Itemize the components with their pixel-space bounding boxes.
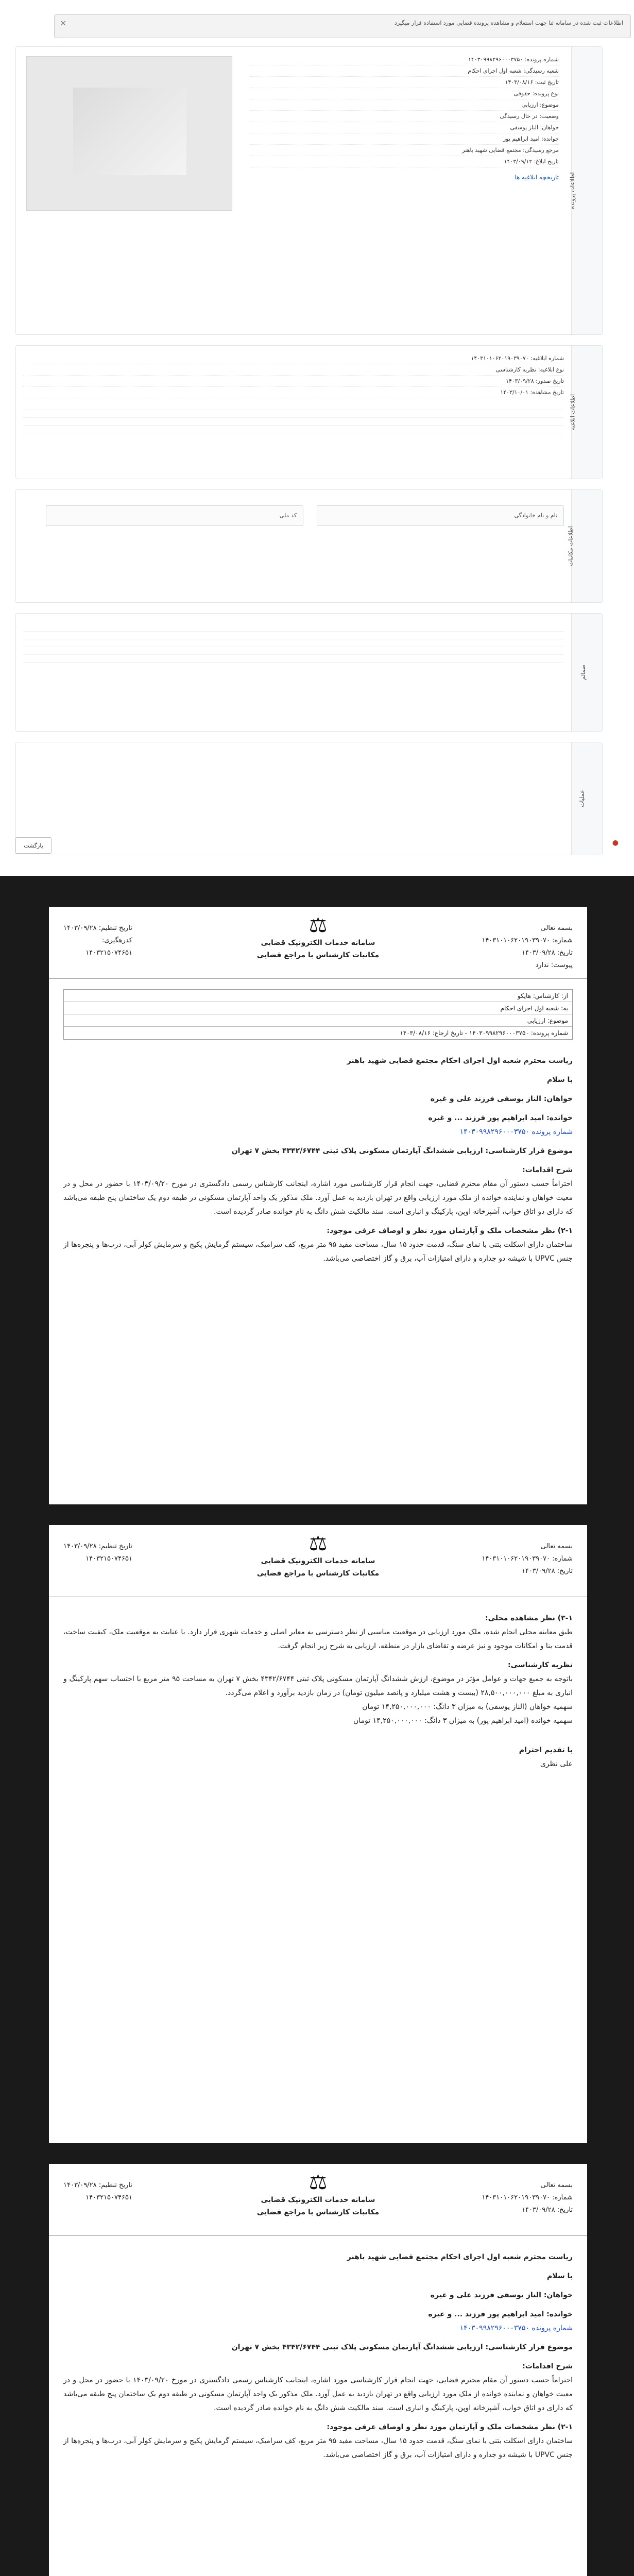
info-row: مرجع رسیدگی: مجتمع قضایی شهید باهنر: [250, 145, 559, 156]
notice-info-section: اطلاعات ابلاغیه شماره ابلاغیه: ۱۴۰۳۱۰۱۰۶۲۰۱۹۰۳۹۰۷۰ نوع ابلاغیه: نظریه کارشناسی تاریخ صدور: ۱۴۰۳/۰۹/۲۸ تاریخ مشاهده: ۱۴۰۳/۱۰/۰۱: [15, 345, 603, 479]
justice-scales-icon: ⚖: [309, 913, 328, 937]
case-number-link[interactable]: شماره پرونده ۱۴۰۳۰۹۹۸۲۹۶۰۰۰۳۷۵۰: [459, 2324, 573, 2332]
document-page: بسمه تعالی شماره: ۱۴۰۳۱۰۱۰۶۲۰۱۹۰۳۹۰۷۰ تاریخ: ۱۴۰۳/۰۹/۲۸ ⚖ سامانه خدمات الکترونیک قضایی مکاتبات کارشناس با مراجع قضایی تاریخ تنظیم: ۱۴۰۳/۰۹/۲۸ ۱۴۰۳۲۱۵۰۷۴۶۵۱ ۳-۱) نظر مشاهده محلی: طبق معاینه محلی انجام شده، ملک مورد ارزیابی در موقعیت مناسبی از نظر دسترسی به معابر اصلی و خدمات شهری قرار دارد. با عنایت به موقعیت ملک، کیفیت ساخت، قدمت بنا و امکانات موجود و نیز عرضه و تقاضای بازار در منطقه، ارزیابی به شرح زیر انجام گرفت. نظریه کارشناسی: باتوجه به جمیع جهات و عوامل مؤثر در موضوع، ارزش ششدانگ آپارتمان مسکونی پلاک ثبتی ۴۳۴۲/۶۷۴۴ بخش ۷ تهران به مساحت ۹۵ متر مربع با احتساب سهم پارکینگ و انباری به مبلغ ۲۸,۵۰۰,۰۰۰,۰۰۰ (بیست و هشت میلیارد و پانصد میلیون تومان) در زمان بازدید برآورد و اعلام می‌گردد. سهمیه خواهان (الناز یوسفی) به میزان ۳ دانگ: ۱۴,۲۵۰,۰۰۰,۰۰۰ تومان سهمیه خوانده (امید ابراهیم پور) به میزان ۳ دانگ: ۱۴,۲۵۰,۰۰۰,۰۰۰ تومان با تقدیم احترام علی نظری: [49, 1525, 587, 2143]
correspondence-section: اطلاعات مکاتبات نام و نام خانوادگی کد ملی: [15, 489, 603, 603]
info-row: شعبه رسیدگی: شعبه اول اجرای احکام: [250, 65, 559, 77]
meta-table: از: کارشناس: هایکو به: شعبه اول اجرای احکام موضوع: ارزیابی شماره پرونده: ۱۴۰۳۰۹۹۸۲۹۶۰۰۰۳۷۵۰ - تاریخ ارجاع: ۱۴۰۳/۰۸/۱۶: [63, 989, 573, 1040]
document-page: [49, 907, 587, 1504]
info-row: موضوع: ارزیابی: [250, 99, 559, 111]
name-field[interactable]: نام و نام خانوادگی: [317, 505, 564, 526]
history-title[interactable]: تاریخچه ابلاغیه ها: [515, 174, 559, 181]
actions-section: عملیات: [15, 742, 603, 855]
attachments-section: ضمائم: [15, 613, 603, 732]
main-panel: [15, 41, 603, 845]
justice-scales-icon: ⚖: [309, 1532, 328, 1555]
justice-scales-icon: ⚖: [309, 2171, 328, 2194]
info-row: خواهان: الناز یوسفی: [250, 122, 559, 133]
close-icon[interactable]: ×: [60, 18, 67, 28]
info-row: شماره پرونده: ۱۴۰۳۰۹۹۸۲۹۶۰۰۰۳۷۵۰: [250, 54, 559, 65]
national-id-field[interactable]: کد ملی: [46, 505, 303, 526]
info-row: تاریخ صدور: ۱۴۰۳/۰۹/۲۸: [23, 376, 564, 387]
case-image: [26, 56, 232, 211]
info-row: خوانده: امید ابراهیم پور: [250, 133, 559, 145]
info-row: نوع ابلاغیه: نظریه کارشناسی: [23, 364, 564, 376]
info-row: تاریخ ابلاغ: ۱۴۰۳/۰۹/۱۲: [250, 156, 559, 167]
info-row: وضعیت: در حال رسیدگی: [250, 111, 559, 122]
case-number-link[interactable]: شماره پرونده ۱۴۰۳۰۹۹۸۲۹۶۰۰۰۳۷۵۰: [459, 1128, 573, 1136]
info-alert: [54, 14, 631, 38]
letter-body: ریاست محترم شعبه اول اجرای احکام مجتمع قضایی شهید باهنر با سلام خواهان: الناز یوسفی فرزند علی و غیره خوانده: امید ابراهیم پور فرزند ... و غیره شماره پرونده ۱۴۰۳۰۹۹۸۲۹۶۰۰۰۳۷۵۰ موضوع قرار کارشناسی: ارزیابی ششدانگ آپارتمان مسکونی پلاک ثبتی ۴۳۴۲/۶۷۴۴ بخش ۷ تهران شرح اقدامات: احتراماً حسب دستور آن مقام محترم قضایی، جهت انجام قرار کارشناسی مورد اشاره، اینجانب کارشناس رسمی دادگستری در مورخ ۱۴۰۳/۰۹/۲۰ با حضور در محل و در معیت خواهان و نماینده خوانده از ملک مورد ارزیابی واقع در تهران بازدید به عمل آورد. ملک مذکور یک واحد آپارتمان مسکونی در طبقه دوم یک ساختمان پنج طبقه می‌باشد که دارای دو اتاق خواب، آشپزخانه اوپن، پارکینگ و انباری است. سند مالکیت شش دانگ به نام خوانده صادر گردیده است. ۲-۱) نظر مشخصات ملک و آپارتمان مورد نظر و اوصاف عرفی موجود: ساختمان دارای اسکلت بتنی با نمای سنگ، قدمت حدود ۱۵ سال، مساحت مفید ۹۵ متر مربع، کف سرامیک، سیستم گرمایش پکیج و سرمایش کولر آبی، درب‌ها و پنجره‌ها از جنس UPVC با شیشه دو جداره و دارای امتیازات آب، برق و گاز اختصاصی می‌باشد.: [63, 1057, 573, 1263]
case-info-section: [15, 46, 603, 335]
document-header: بسمه تعالی شماره: ۱۴۰۳۱۰۱۰۶۲۰۱۹۰۳۹۰۷۰ تاریخ: ۱۴۰۳/۰۹/۲۸ پیوست: ندارد ⚖ سامانه خدمات الکترونیک قضایی مکاتبات کارشناس با مراجع قضایی تاریخ تنظیم: ۱۴۰۳/۰۹/۲۸ کدرهگیری: ۱۴۰۳۲۱۵۰۷۴۶۵۱: [49, 907, 587, 979]
document-page: بسمه تعالی شماره: ۱۴۰۳۱۰۱۰۶۲۰۱۹۰۳۹۰۷۰ تاریخ: ۱۴۰۳/۰۹/۲۸ ⚖ سامانه خدمات الکترونیک قضایی مکاتبات کارشناس با مراجع قضایی تاریخ تنظیم: ۱۴۰۳/۰۹/۲۸ ۱۴۰۳۲۱۵۰۷۴۶۵۱ ریاست محترم شعبه اول اجرای احکام مجتمع قضایی شهید باهنر با سلام خواهان: الناز یوسفی فرزند علی و غیره خوانده: امید ابراهیم پور فرزند ... و غیره شماره پرونده ۱۴۰۳۰۹۹۸۲۹۶۰۰۰۳۷۵۰ موضوع قرار کارشناسی: ارزیابی ششدانگ آپارتمان مسکونی پلاک ثبتی ۴۳۴۲/۶۷۴۴ بخش ۷ تهران شرح اقدامات: احتراماً حسب دستور آن مقام محترم قضایی، جهت انجام قرار کارشناسی مورد اشاره، اینجانب کارشناس رسمی دادگستری در مورخ ۱۴۰۳/۰۹/۲۰ با حضور در محل و در معیت خواهان و نماینده خوانده از ملک مورد ارزیابی واقع در تهران بازدید به عمل آورد. ملک مذکور یک واحد آپارتمان مسکونی در طبقه دوم یک ساختمان پنج طبقه می‌باشد که دارای دو اتاق خواب، آشپزخانه اوپن، پارکینگ و انباری است. سند مالکیت شش دانگ به نام خوانده صادر گردیده است. ۲-۱) نظر مشخصات ملک و آپارتمان مورد نظر و اوصاف عرفی موجود: ساختمان دارای اسکلت بتنی با نمای سنگ، قدمت حدود ۱۵ سال، مساحت مفید ۹۵ متر مربع، کف سرامیک، سیستم گرمایش پکیج و سرمایش کولر آبی، درب‌ها و پنجره‌ها از جنس UPVC با شیشه دو جداره و دارای امتیازات آب، برق و گاز اختصاصی می‌باشد.: [49, 2164, 587, 2576]
status-icon: ●: [612, 839, 619, 847]
section-label: اطلاعات پرونده: [571, 47, 602, 334]
info-row: تاریخ ثبت: ۱۴۰۳/۰۸/۱۶: [250, 77, 559, 88]
info-row: شماره ابلاغیه: ۱۴۰۳۱۰۱۰۶۲۰۱۹۰۳۹۰۷۰: [23, 353, 564, 364]
document-viewer: [0, 876, 634, 2576]
back-button[interactable]: بازگشت: [15, 837, 52, 854]
info-row: تاریخ مشاهده: ۱۴۰۳/۱۰/۰۱: [23, 387, 564, 398]
info-row: نوع پرونده: حقوقی: [250, 88, 559, 99]
case-view-screen: [0, 0, 634, 876]
alert-text: اطلاعات ثبت شده در سامانه ثنا جهت استعلام و مشاهده پرونده قضایی مورد استفاده قرار میگیرد: [394, 20, 623, 26]
